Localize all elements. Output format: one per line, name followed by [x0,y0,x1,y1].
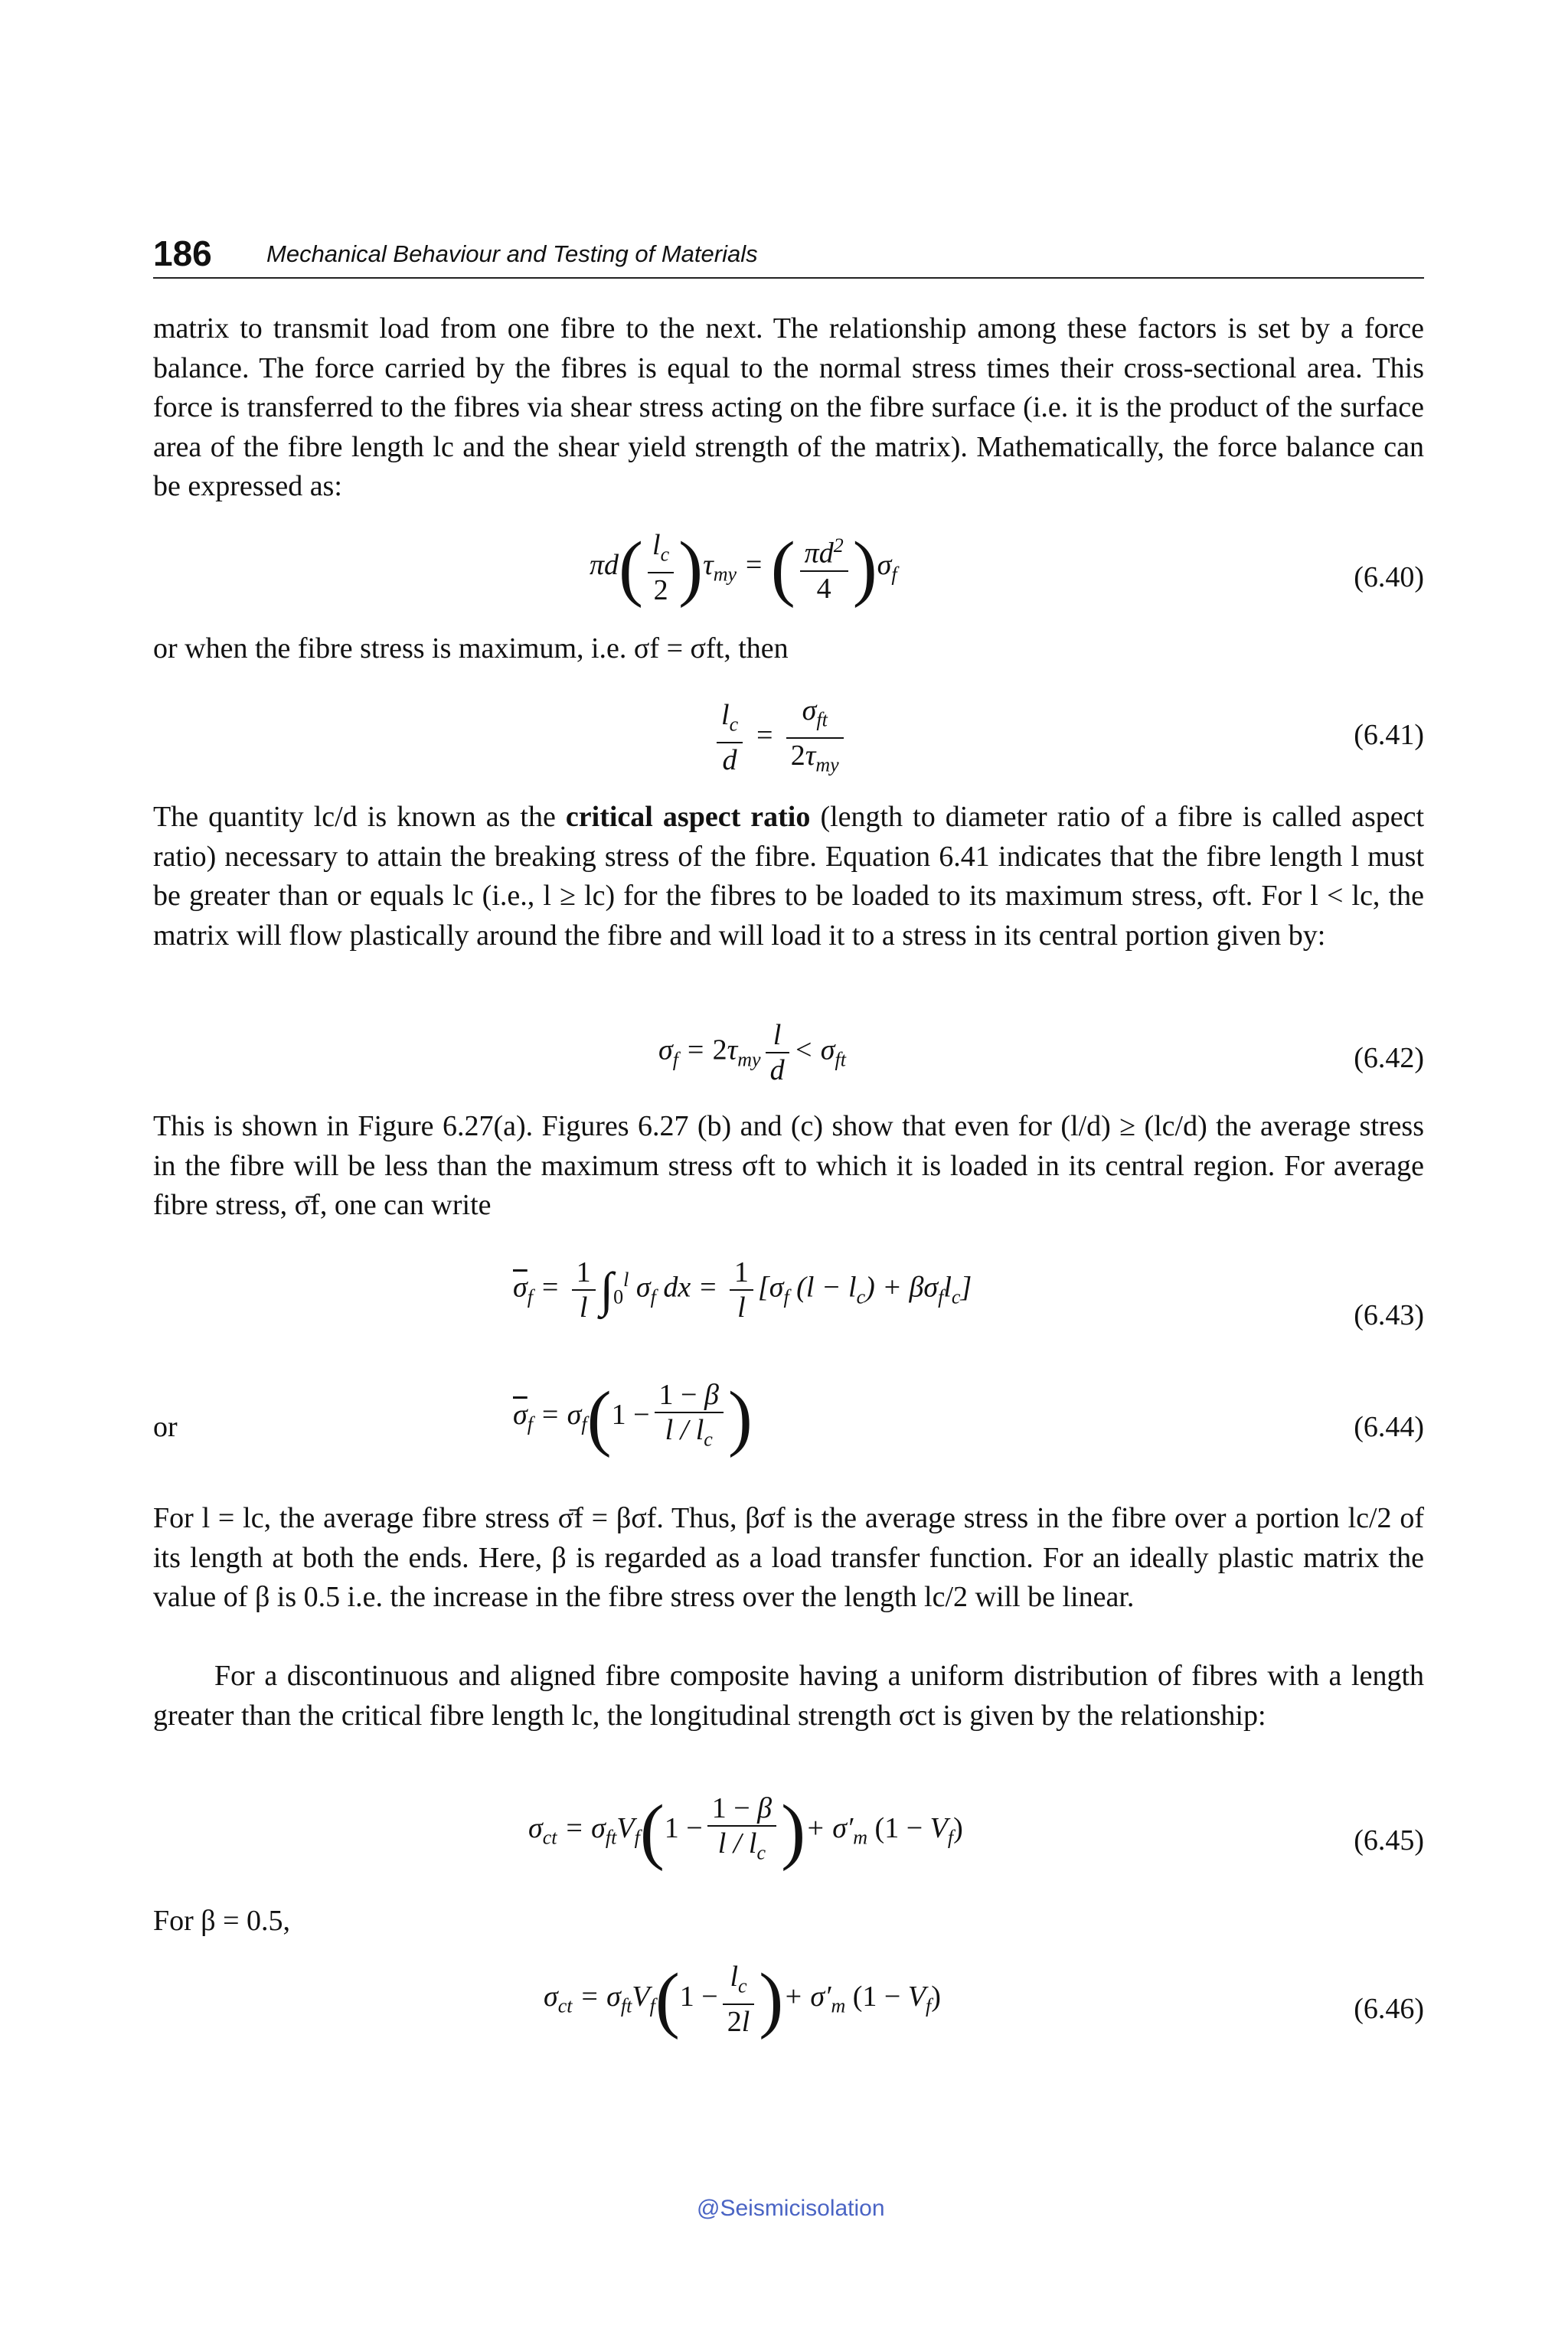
equation-6-40 [153,528,1424,628]
equation-number: (6.46) [1354,1993,1424,2025]
equation-6-41-body: $\frac{l_c}{d}$ = $\frac{\sigma_{ft}}{2\tau_{my}}$ [712,694,848,782]
running-title: Mechanical Behaviour and Testing of Materials [266,240,758,267]
equation-number: (6.43) [1354,1299,1424,1331]
paragraph-1: matrix to transmit load from one fibre to the next. The relationship among these factors is set by a force balance. The force carried by the fibres is equal to the normal stress times their cross-sectional area. This force is transferred to the fibres via shear stress acting on the fibre surface (i.e. it is the product of the surface area of the fibre length lc and the shear yield strength of the matrix). Mathematically, the force balance can be expressed as: [153,312,1424,502]
equation-6-41 [153,689,1424,781]
watermark: @Seismicisolation [697,2196,885,2221]
equation-6-45 [153,1791,1424,1891]
equation-6-46 [153,1960,1424,2059]
paragraph-7: For β = 0.5, [153,1905,291,1937]
page-number: 186 [153,234,212,273]
equation-6-45-body: $\sigma_{ct} = \sigma_{ft}V_f(1$ − $\frac{1 - \beta}{l / l_c}$ )+ $\sigma'_m$ $(1 - V_f)$ [528,1789,963,1872]
page-header [153,230,1424,279]
equation-6-40-body: πd( $\frac{l_c}{2}$ )$\tau_{my}$ = ( $\frac{\pi d^2}{4}$ )$\sigma_f$ [590,526,897,609]
equation-6-43 [153,1256,1424,1363]
equation-6-42 [153,1018,1424,1102]
equation-number: (6.41) [1354,719,1424,751]
equation-6-46-body: $\sigma_{ct} = \sigma_{ft}V_f(1$ − $\frac{l_c}{2l}$ )+ $\sigma'_m$ $(1 - V_f)$ [544,1958,941,2040]
equation-6-44-body: $\overline{\sigma}_f = \sigma_f(1$ − $\frac{1 - \beta}{l / l_c}$ ) [513,1376,753,1458]
equation-6-44 [153,1378,1424,1478]
equation-lead-word: or [153,1411,178,1443]
equation-number: (6.45) [1354,1824,1424,1857]
paragraph-3 [153,798,1424,955]
equation-number: (6.40) [1354,561,1424,593]
paragraph-4: This is shown in Figure 6.27(a). Figures 6.27 (b) and (c) show that even for (l/d) ≥ (lc/d) the average stress in the fibre will be less than the maximum stress σft to which it is loaded in its central region. For average fibre stress, σ̄f, one can write [153,1110,1424,1221]
equation-number: (6.42) [1354,1042,1424,1074]
paragraph-2: or when the fibre stress is maximum, i.e. σf = σft, then [153,632,789,665]
paragraph-3-rest: (length to diameter ratio of a fibre is called aspect ratio) necessary to attain the breaking stress of the fibre. Equation 6.41 indicates that the fibre length l must be greater than or equals lc (i.e., l ≥ lc) for the fibres to be loaded to its maximum stress, σft. For l < lc, the matrix will flow plastically around the fibre and will load it to a stress in its central portion given by: [153,801,1425,952]
equation-6-43-body: $\overline{\sigma}_f$ = $\frac{1}{l}$ $\int_0^l$ $\sigma_f$ dx = $\frac{1}{l}$ [$\sigma_f$ $(l - l_c) + \beta\sigma_fl_c$] [513,1256,972,1324]
paragraph-3-lead: The quantity lc/d is known as the [153,801,566,833]
equation-number: (6.44) [1354,1411,1424,1443]
paragraph-5: For l = lc, the average fibre stress σ̄f = βσf. Thus, βσf is the average stress in the fibre over a portion lc/2 of its length at both the ends. Here, β is regarded as a load transfer function. For an ideally plastic matrix the value of β is 0.5 i.e. the increase in the fibre stress over the length lc/2 will be linear. [153,1502,1424,1613]
equation-6-42-body: $\sigma_f = 2\tau_{my}$ $\frac{l}{d}$ < $\sigma_{ft}$ [658,1019,846,1086]
paragraph-6: For a discontinuous and aligned fibre composite having a uniform distribution of fibres with a length greater than the critical fibre length lc, the longitudinal strength σct is given by the relationship: [153,1660,1424,1732]
critical-aspect-ratio-term: critical aspect ratio [565,801,811,833]
